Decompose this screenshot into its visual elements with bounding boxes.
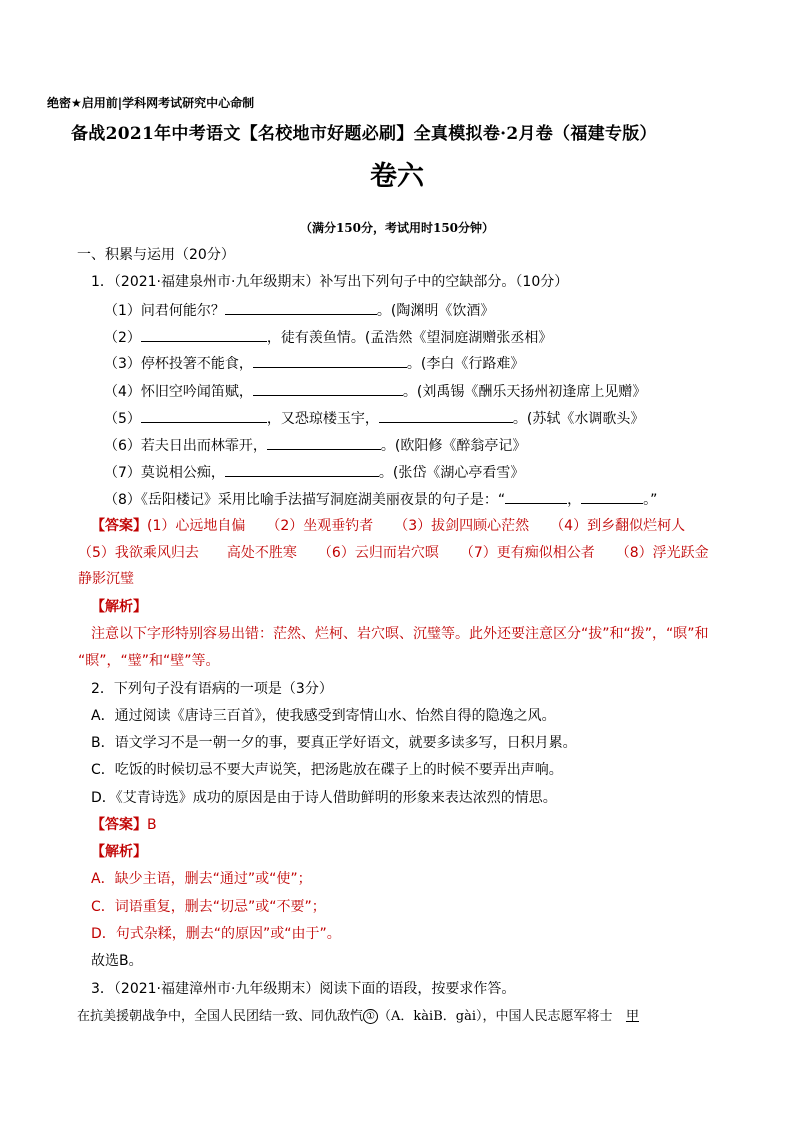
item-text: ，	[567, 492, 582, 508]
answer-blank[interactable]	[141, 327, 267, 342]
q3-stem: 3．（2021·福建漳州市·九年级期末）阅读下面的语段，按要求作答。	[91, 981, 516, 997]
answer-text: (1）心远地自偏 （2）坐观垂钓者 （3）拔剑四顾心茫然 （4）到乡翻似烂柯人	[147, 518, 686, 534]
item-text: （3）停杯投箸不能食，	[104, 356, 253, 372]
q1-analysis-line-1: 注意以下字形特别容易出错：茫然、烂柯、岩穴暝、沉璧等。此外还要注意区分“拔”和“拨”，“暝”和	[91, 626, 709, 642]
item-text: 。(欧阳修《醉翁亭记》	[380, 438, 527, 454]
answer-blank[interactable]	[253, 381, 403, 396]
marker-1: ①	[363, 1009, 378, 1024]
answer-blank[interactable]	[225, 300, 377, 315]
q1-item-2	[104, 327, 552, 347]
answer-blank[interactable]	[141, 408, 267, 423]
item-text: （6）若夫日出而林霏开，	[104, 438, 267, 454]
section-heading: 一、积累与运用（20分）	[77, 247, 235, 263]
answer-blank[interactable]	[225, 462, 379, 477]
confidential-line: 绝密★启用前|学科网考试研究中心命制	[47, 96, 255, 110]
item-text: （1）问君何能尔？	[104, 303, 225, 319]
item-text: ，又恐琼楼玉宇，	[266, 411, 379, 427]
item-text: 。(刘禹锡《酬乐天扬州初逢席上见赠》	[402, 384, 647, 400]
exam-title: 备战2021年中考语文【名校地市好题必刷】全真模拟卷·2月卷（福建专版）	[71, 124, 657, 144]
q1-item-1	[104, 300, 494, 320]
q1-analysis-line-2: “瞑”，“璧”和“壁”等。	[78, 653, 220, 669]
item-text: ，徒有羡鱼情。(孟浩然《望洞庭湖赠张丞相》	[266, 330, 553, 346]
passage-text: （A．kàiB．gài），中国人民志愿军将士	[378, 1009, 613, 1024]
q1-item-5	[104, 408, 644, 428]
q2-analysis-d: D．句式杂糅，删去“的原因”或“由于”。	[91, 926, 341, 942]
item-text: 。(陶渊明《饮酒》	[376, 303, 495, 319]
item-text: （5）	[104, 411, 141, 427]
answer-blank[interactable]	[379, 408, 513, 423]
item-text: 。(李白《行路难》	[406, 356, 525, 372]
answer-label: 【答案】	[91, 817, 147, 833]
q1-stem: 1．（2021·福建泉州市·九年级期末）补写出下列句子中的空缺部分。（10分）	[91, 274, 569, 290]
q2-option-a[interactable]: A．通过阅读《唐诗三百首》，使我感受到寄情山水、怡然自得的隐逸之风。	[91, 708, 556, 724]
answer-blank[interactable]	[581, 489, 643, 504]
item-text: 。(张岱《湖心亭看雪》	[378, 465, 525, 481]
q1-answer-line-3: 静影沉璧	[78, 571, 134, 587]
q3-passage-line	[77, 1008, 652, 1026]
answer-blank[interactable]	[253, 353, 407, 368]
q2-stem: 2．下列句子没有语病的一项是（3分）	[91, 681, 333, 697]
q2-analysis-a: A．缺少主语，删去“通过”或“使”；	[91, 871, 312, 887]
q2-analysis-label: 【解析】	[91, 844, 147, 860]
passage-text: 在抗美援朝战争中，全国人民团结一致、同仇敌忾	[77, 1009, 364, 1024]
item-text: 。”	[643, 492, 658, 508]
item-text: （8）《岳阳楼记》采用比喻手法描写洞庭湖美丽夜景的句子是：“	[104, 492, 506, 508]
item-text: （7）莫说相公痴，	[104, 465, 225, 481]
q1-answer-line-1	[91, 517, 685, 535]
q1-item-3	[104, 353, 524, 373]
blank-jia[interactable]: 甲	[625, 1009, 639, 1024]
q1-item-6	[104, 435, 526, 455]
item-text: 。(苏轼《水调歌头》	[512, 411, 645, 427]
answer-blank[interactable]	[505, 489, 567, 504]
q2-option-b[interactable]: B．语文学习不是一朝一夕的事，要真正学好语文，就要多读多写，日积月累。	[91, 735, 577, 751]
item-text: （2）	[104, 330, 141, 346]
q2-conclusion: 故选B。	[91, 953, 143, 969]
q1-answer-line-2: （5）我欲乘风归去 高处不胜寒 （6）云归而岩穴暝 （7）更有痴似相公者 （8）浮光跃金	[78, 545, 709, 561]
q1-item-7	[104, 462, 524, 482]
q1-analysis-label: 【解析】	[91, 599, 147, 615]
answer-blank[interactable]	[267, 435, 381, 450]
q1-item-8	[104, 489, 657, 509]
q2-option-c[interactable]: C．吃饭的时候切忌不要大声说笑，把汤匙放在碟子上的时候不要弄出声响。	[91, 762, 563, 778]
item-text: （4）怀旧空吟闻笛赋，	[104, 384, 253, 400]
q2-analysis-c: C．词语重复，删去“切忌”或“不要”；	[91, 899, 326, 915]
paper-subtitle: 卷六	[370, 161, 424, 192]
answer-value: B	[147, 817, 157, 833]
q1-item-4	[104, 381, 646, 401]
score-note: （满分150分，考试用时150分钟）	[299, 221, 495, 235]
q2-answer	[91, 816, 157, 834]
answer-label: 【答案】	[91, 518, 147, 534]
q2-option-d[interactable]: D．《艾青诗选》成功的原因是由于诗人借助鲜明的形象来表达浓烈的情思。	[91, 790, 557, 806]
